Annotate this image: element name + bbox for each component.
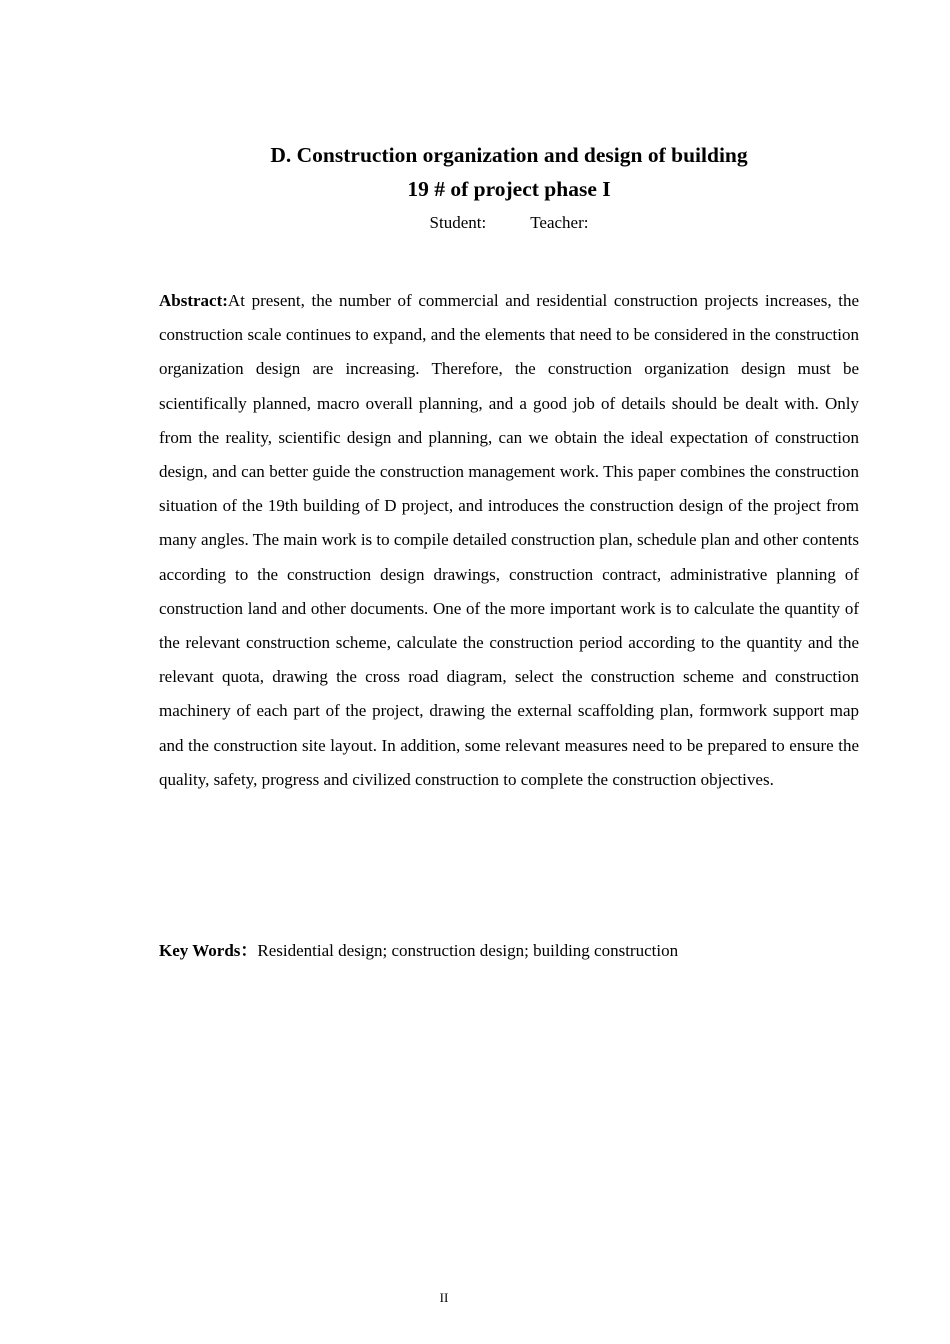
abstract-paragraph (159, 284, 859, 797)
keywords-text: Residential design; construction design; building construction (257, 941, 679, 960)
author-byline (0, 206, 950, 240)
student-label: Student: (429, 213, 487, 232)
keywords-line (159, 934, 859, 968)
teacher-label: Teacher: (530, 213, 589, 232)
keywords-label: Key Words： (159, 941, 258, 960)
page-number: II (439, 1290, 449, 1305)
document-title-line-2: 19 # of project phase I (407, 177, 611, 201)
title-block (0, 138, 950, 240)
document-title-line-1: D. Construction organization and design of building (270, 143, 748, 167)
abstract-label: Abstract: (159, 291, 228, 310)
abstract-text: At present, the number of commercial and residential construction projects increases, the construction scale continues to expand, and the elements that need to be considered in the construction organization design are increasing. Therefore, the construction organization design must be scientifically planned, macro overall planning, and a good job of details should be dealt with. Only from the reality, scientific design and planning, can we obtain the ideal expectation of construction design, and can better guide the construction management work. This paper combines the construction situation of the 19th building of D project, and introduces the construction design of the project from many angles. The main work is to compile detailed construction plan, schedule plan and other contents according to the construction design drawings, construction contract, administrative planning of construction land and other documents. One of the more important work is to calculate the quantity of the relevant construction scheme, calculate the construction period according to the quantity and the relevant quota, drawing the cross road diagram, select the construction scheme and construction machinery of each part of the project, drawing the external scaffolding plan, formwork support map and the construction site layout. In addition, some relevant measures need to be prepared to ensure the quality, safety, progress and civilized construction to complete the construction objectives. (159, 291, 859, 789)
